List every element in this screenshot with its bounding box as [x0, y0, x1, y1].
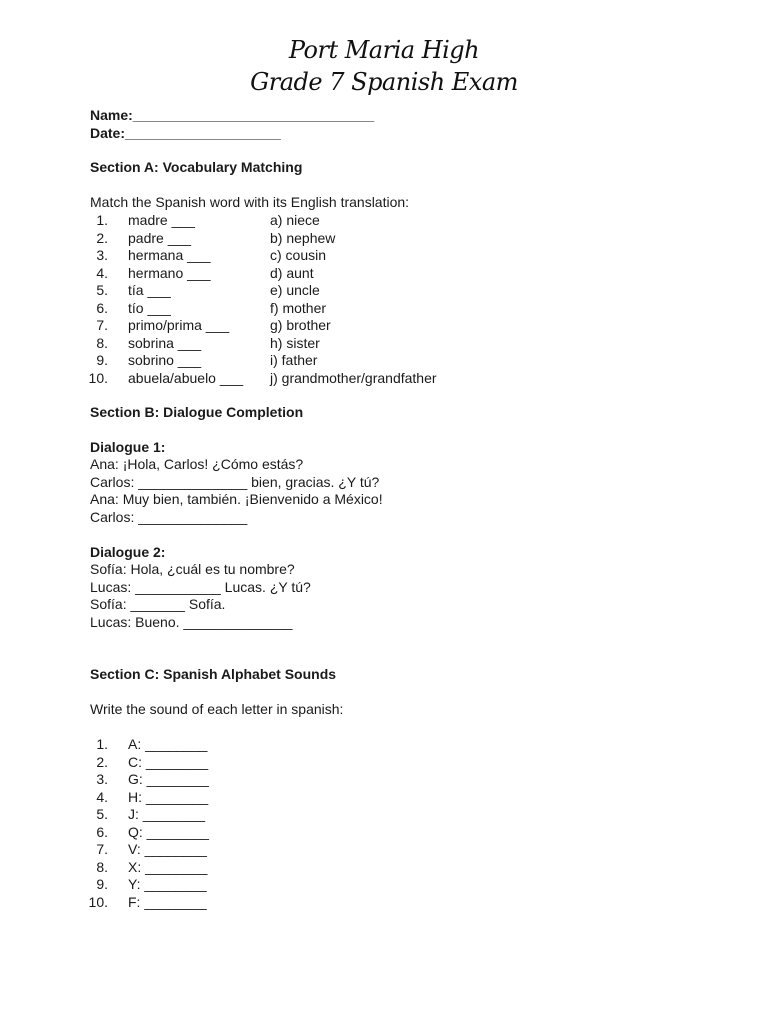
english-option: b) nephew	[270, 229, 336, 246]
item-number: 8.	[96, 334, 108, 351]
dialogue-1-line: Ana: Muy bien, también. ¡Bienvenido a México!	[90, 491, 383, 507]
dialogue-1-line[interactable]: Carlos: ______________	[90, 509, 248, 525]
english-option: f) mother	[270, 299, 327, 316]
dialogue-2-line[interactable]: Sofía: _______ Sofía.	[90, 596, 226, 612]
spanish-word: padre ___	[128, 229, 192, 246]
section-b-heading: Section B: Dialogue Completion	[90, 404, 304, 420]
letter-blank[interactable]: X: ________	[128, 858, 208, 875]
spanish-word: sobrina ___	[128, 334, 202, 351]
spanish-word: abuela/abuelo ___	[128, 369, 244, 386]
item-number: 8.	[96, 858, 108, 875]
item-number: 1.	[96, 736, 108, 752]
letter-blank[interactable]: J: ________	[128, 806, 206, 822]
section-c-instruction: Write the sound of each letter in spanish:	[90, 701, 344, 717]
dialogue-2-line[interactable]: Lucas: Bueno. ______________	[90, 614, 293, 630]
item-number: 5.	[96, 282, 108, 298]
dialogue-1-line[interactable]: Carlos: ______________ bien, gracias. ¿Y tú?	[90, 474, 380, 490]
letter-blank[interactable]: Q: ________	[128, 823, 209, 840]
letter-blank[interactable]: A: ________	[128, 736, 208, 752]
name-field[interactable]: Name:_______________________________	[90, 107, 375, 123]
spanish-word: hermano ___	[128, 264, 211, 281]
english-option: i) father	[270, 352, 318, 368]
item-number: 4.	[96, 264, 108, 281]
spanish-word: tía ___	[128, 282, 171, 298]
item-number: 6.	[96, 299, 108, 316]
english-option: a) niece	[270, 212, 320, 228]
spanish-word: hermana ___	[128, 247, 211, 263]
letter-blank[interactable]: F: ________	[128, 893, 207, 910]
letter-blank[interactable]: Y: ________	[128, 876, 207, 892]
english-option: e) uncle	[270, 282, 320, 298]
item-number: 9.	[96, 876, 108, 892]
spanish-word: primo/prima ___	[128, 317, 230, 333]
dialogue-2-heading: Dialogue 2:	[90, 544, 166, 560]
section-c-heading: Section C: Spanish Alphabet Sounds	[90, 666, 337, 682]
letter-blank[interactable]: C: ________	[128, 753, 209, 770]
exam-title: Grade 7 Spanish Exam	[250, 68, 518, 96]
dialogue-2-line: Sofía: Hola, ¿cuál es tu nombre?	[90, 561, 295, 577]
item-number: 6.	[96, 823, 108, 840]
english-option: h) sister	[270, 334, 320, 351]
item-number: 7.	[96, 317, 108, 333]
item-number: 5.	[96, 806, 108, 822]
item-number: 10.	[88, 369, 108, 386]
english-option: c) cousin	[270, 247, 327, 263]
english-option: j) grandmother/grandfather	[270, 369, 437, 386]
english-option: d) aunt	[270, 264, 314, 281]
item-number: 2.	[96, 753, 108, 770]
item-number: 10.	[88, 893, 108, 910]
section-a-heading: Section A: Vocabulary Matching	[90, 159, 303, 175]
dialogue-1-line: Ana: ¡Hola, Carlos! ¿Cómo estás?	[90, 456, 304, 472]
item-number: 4.	[96, 788, 108, 805]
spanish-word: sobrino ___	[128, 352, 202, 368]
item-number: 7.	[96, 841, 108, 857]
item-number: 3.	[96, 771, 108, 787]
item-number: 1.	[96, 212, 108, 228]
item-number: 3.	[96, 247, 108, 263]
spanish-word: madre ___	[128, 212, 195, 228]
english-option: g) brother	[270, 317, 331, 333]
dialogue-2-line[interactable]: Lucas: ___________ Lucas. ¿Y tú?	[90, 579, 311, 595]
date-field[interactable]: Date:____________________	[90, 125, 281, 141]
item-number: 9.	[96, 352, 108, 368]
dialogue-1-heading: Dialogue 1:	[90, 439, 166, 455]
item-number: 2.	[96, 229, 108, 246]
school-title: Port Maria High	[288, 36, 480, 64]
letter-blank[interactable]: V: ________	[128, 841, 207, 857]
letter-blank[interactable]: H: ________	[128, 788, 209, 805]
spanish-word: tío ___	[128, 299, 171, 316]
letter-blank[interactable]: G: ________	[128, 771, 209, 787]
section-a-instruction: Match the Spanish word with its English translation:	[90, 194, 410, 210]
